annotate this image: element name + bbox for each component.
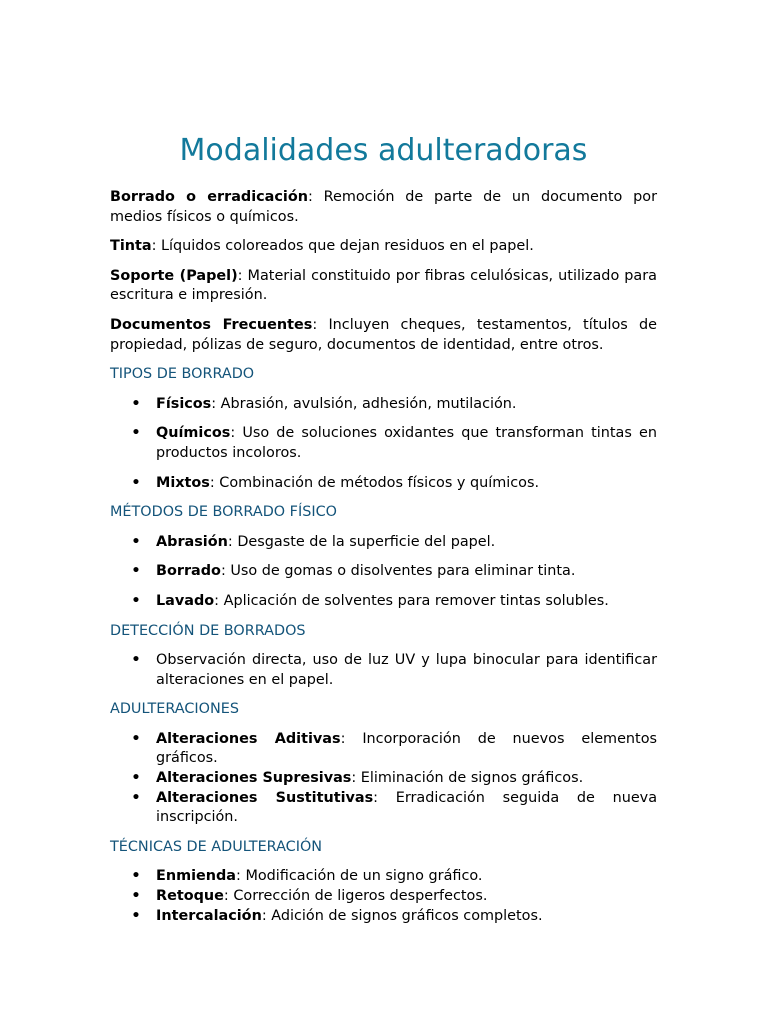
definition-text: : Material constituido por fibras celulósicas, utilizado para escritura e impresión.	[110, 267, 657, 304]
item-text: Observación directa, uso de luz UV y lupa binocular para identificar alteraciones en el papel.	[156, 652, 657, 688]
section-heading-metodos-de-borrado-fisico: MÉTODOS DE BORRADO FÍSICO	[110, 504, 337, 521]
list-item	[110, 395, 657, 415]
item-term: Abrasión	[156, 533, 228, 550]
bullet-icon: •	[131, 563, 141, 580]
item-term: Borrado	[156, 563, 221, 580]
list-item	[110, 651, 657, 690]
definition-paragraph	[110, 188, 657, 227]
item-text: : Abrasión, avulsión, adhesión, mutilación.	[211, 395, 517, 412]
bullet-icon: •	[131, 868, 141, 885]
list-item	[110, 730, 657, 769]
list-deteccion-de-borrados	[110, 651, 657, 690]
bullet-icon: •	[131, 907, 141, 924]
bullet-icon: •	[131, 888, 141, 905]
item-text: : Modificación de un signo gráfico.	[236, 868, 483, 885]
item-term: Alteraciones Supresivas	[156, 770, 352, 787]
section-heading-adulteraciones: ADULTERACIONES	[110, 701, 239, 718]
section-heading-tecnicas-de-adulteracion: TÉCNICAS DE ADULTERACIÓN	[110, 838, 323, 855]
definition-term: Documentos Frecuentes	[110, 316, 313, 333]
document-title: Modalidades adulteradoras	[179, 133, 588, 168]
list-adulteraciones	[110, 730, 657, 828]
bullet-icon: •	[131, 730, 141, 747]
bullet-icon: •	[131, 474, 141, 491]
bullet-icon: •	[131, 789, 141, 806]
list-item	[110, 592, 657, 612]
list-item	[110, 867, 657, 887]
list-item	[110, 562, 657, 582]
item-term: Mixtos	[156, 474, 210, 491]
bullet-icon: •	[131, 533, 141, 550]
bullet-icon: •	[131, 652, 141, 669]
item-text: : Erradicación seguida de nueva inscripción.	[156, 789, 658, 826]
item-text: : Incorporación de nuevos elementos gráficos.	[156, 730, 657, 767]
section-heading-tipos-de-borrado: TIPOS DE BORRADO	[110, 366, 255, 383]
item-text: : Desgaste de la superficie del papel.	[227, 533, 496, 550]
list-tecnicas-de-adulteracion	[110, 867, 657, 926]
item-text: : Uso de gomas o disolventes para eliminar tinta.	[220, 563, 576, 580]
item-text: : Corrección de ligeros desperfectos.	[223, 888, 488, 905]
item-term: Alteraciones Sustitutivas	[156, 789, 374, 806]
item-text: : Combinación de métodos físicos y químicos.	[209, 474, 540, 491]
definition-term: Soporte (Papel)	[110, 267, 238, 284]
item-term: Alteraciones Aditivas	[156, 730, 341, 747]
bullet-icon: •	[131, 770, 141, 787]
item-term: Enmienda	[156, 868, 237, 885]
bullet-icon: •	[131, 425, 141, 442]
list-item	[110, 533, 657, 553]
list-item	[110, 789, 657, 828]
list-item	[110, 769, 657, 789]
item-text: : Eliminación de signos gráficos.	[351, 770, 584, 787]
item-text: : Aplicación de solventes para remover tintas solubles.	[214, 592, 609, 609]
definition-paragraph	[110, 316, 657, 355]
list-item	[110, 907, 657, 927]
list-item	[110, 887, 657, 907]
list-item	[110, 474, 657, 494]
definition-paragraph	[110, 237, 657, 257]
item-text: : Adición de signos gráficos completos.	[261, 907, 543, 924]
list-item	[110, 424, 657, 463]
definition-paragraph	[110, 267, 657, 306]
bullet-icon: •	[131, 395, 141, 412]
item-text: : Uso de soluciones oxidantes que transforman tintas en productos incoloros.	[156, 425, 657, 461]
definition-text: : Remoción de parte de un documento por medios físicos o químicos.	[110, 189, 657, 225]
definition-term: Borrado o erradicación	[110, 189, 308, 205]
list-tipos-de-borrado	[110, 395, 657, 493]
definition-text: : Líquidos coloreados que dejan residuos en el papel.	[151, 238, 534, 255]
document-body	[110, 128, 657, 936]
item-term: Químicos	[156, 425, 231, 442]
bullet-icon: •	[131, 592, 141, 609]
definition-text: : Incluyen cheques, testamentos, títulos de propiedad, pólizas de seguro, documentos de identidad, entre otros.	[110, 316, 657, 353]
item-term: Retoque	[156, 888, 224, 905]
definition-term: Tinta	[110, 238, 152, 255]
list-metodos-de-borrado-fisico	[110, 533, 657, 612]
item-term: Intercalación	[156, 907, 262, 924]
item-term: Físicos	[156, 395, 212, 412]
item-term: Lavado	[156, 592, 215, 609]
section-heading-deteccion-de-borrados: DETECCIÓN DE BORRADOS	[110, 622, 306, 639]
